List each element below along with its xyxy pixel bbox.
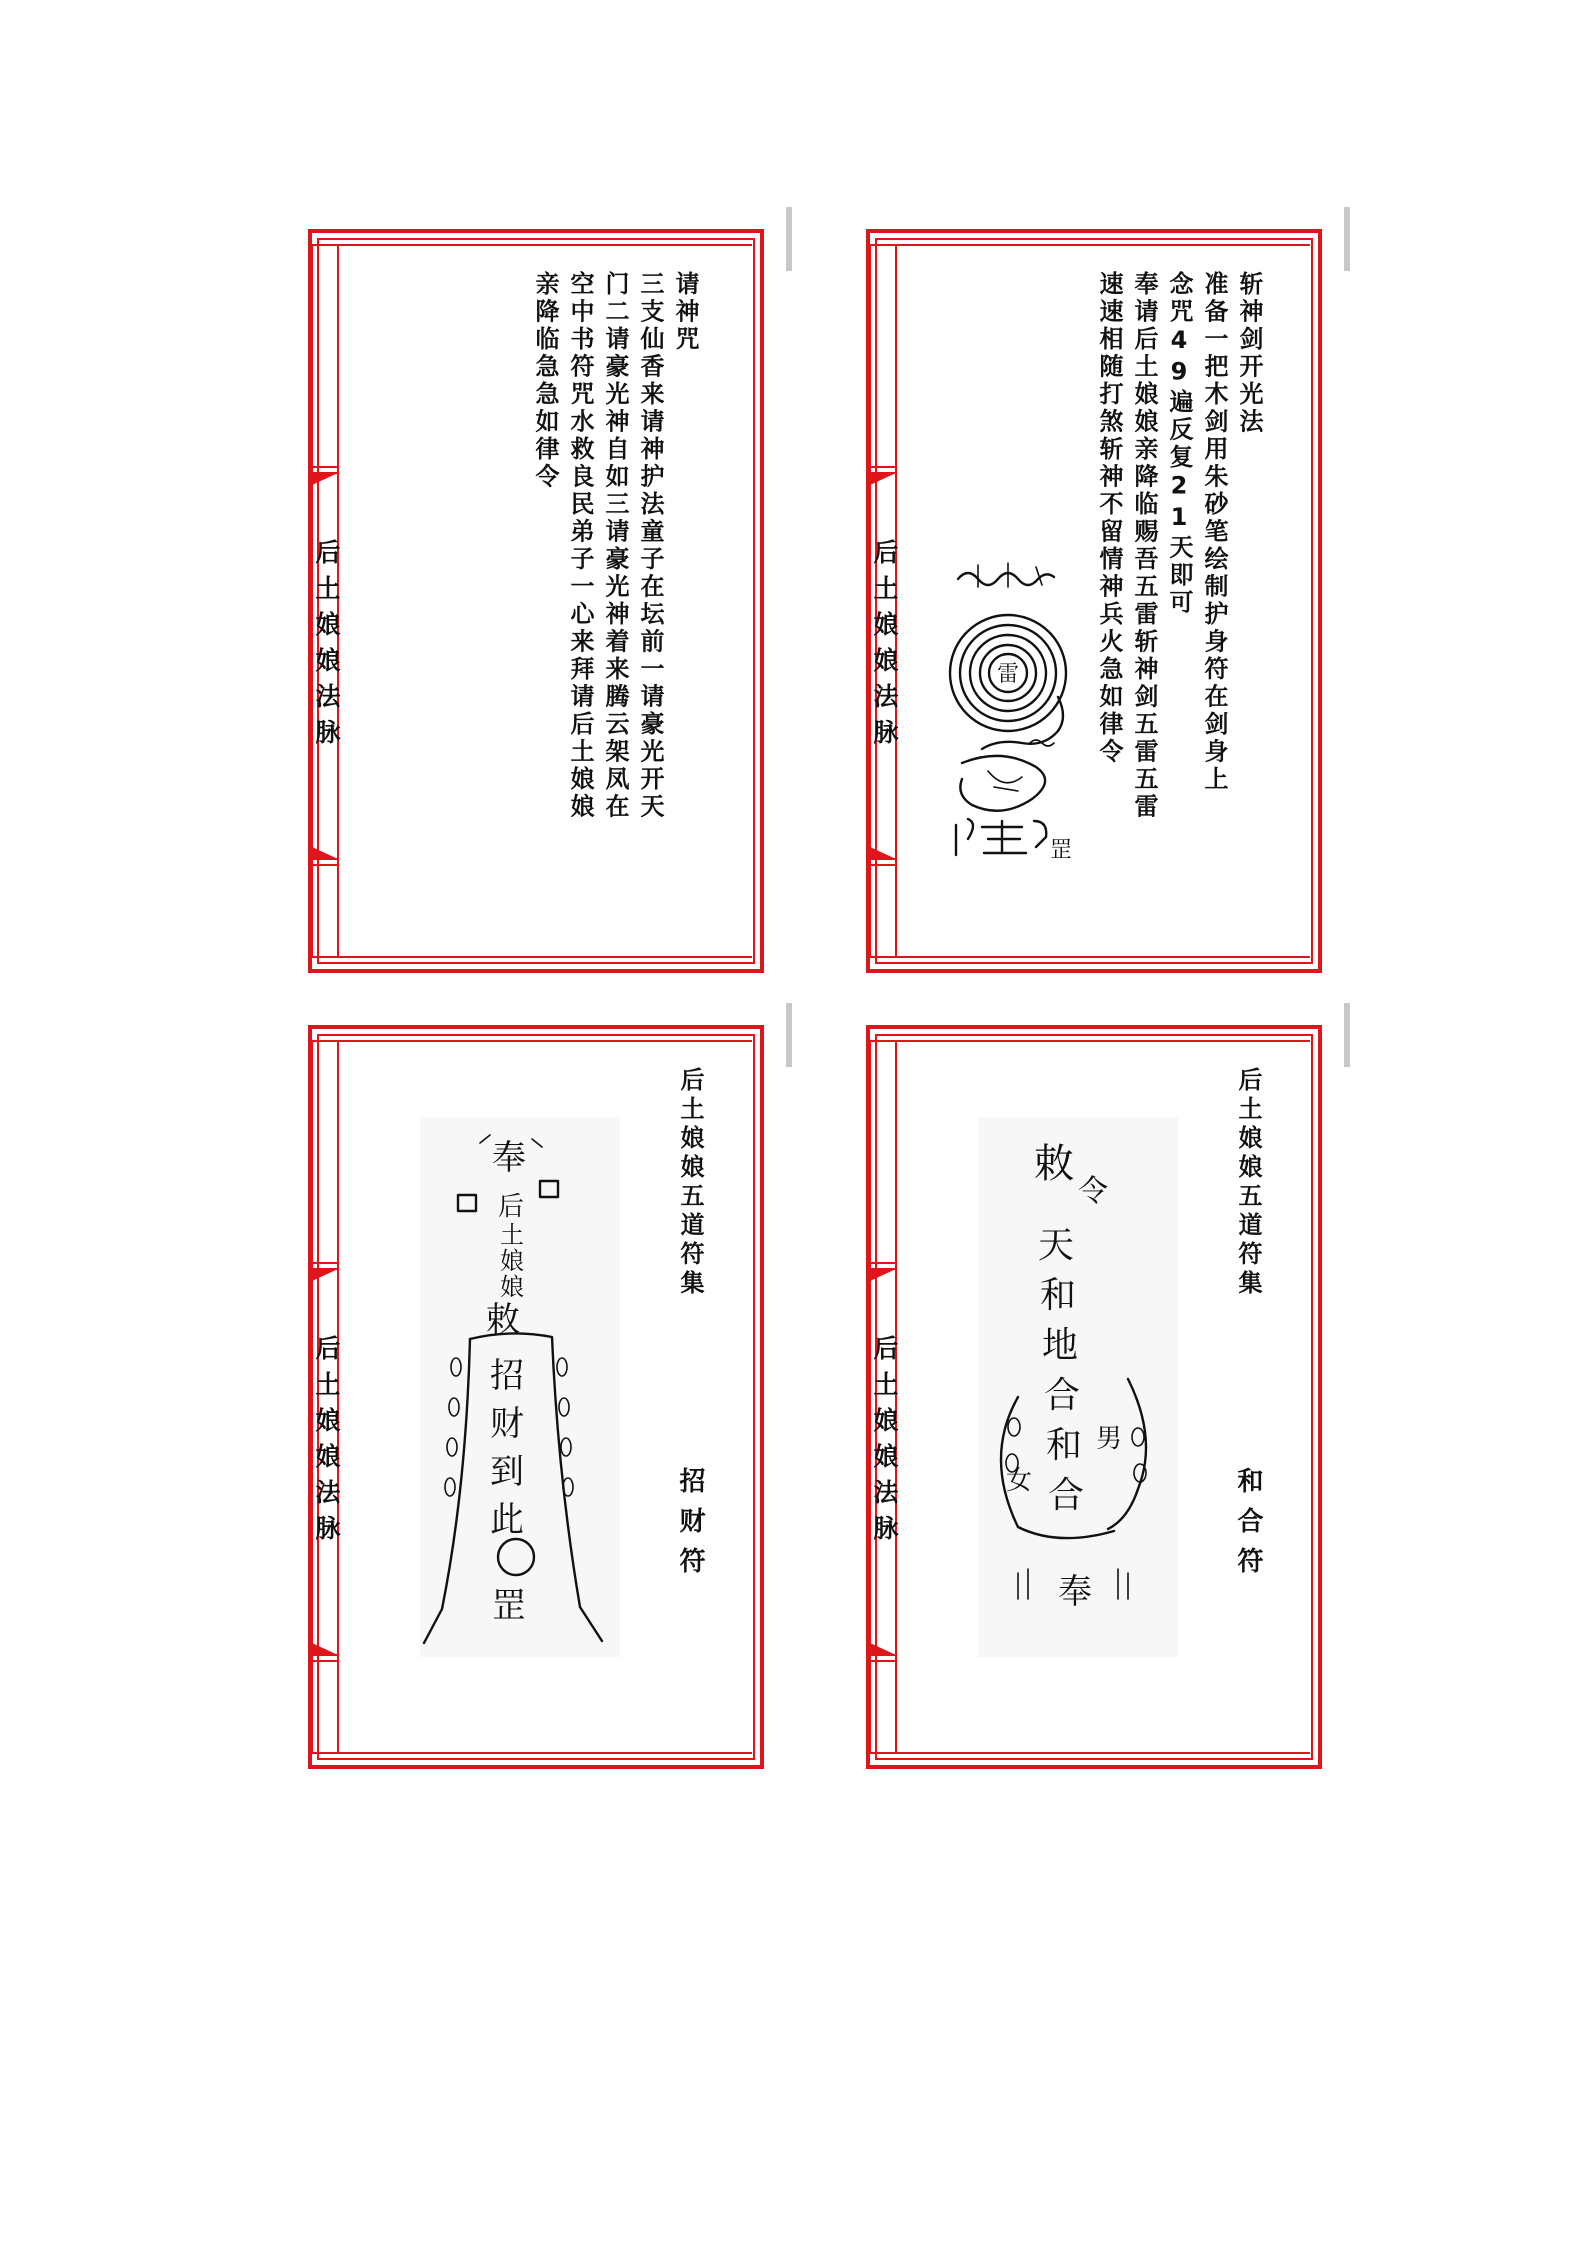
page-tab-marker: [786, 1003, 792, 1067]
talisman-name: 招财符: [675, 1467, 705, 1587]
talisman-char-gang: 罡: [1050, 838, 1073, 863]
talisman-char-he-3: 和: [1046, 1425, 1083, 1466]
talisman-char-he-2: 合: [1044, 1375, 1081, 1416]
wealth-talisman-image: [420, 1117, 620, 1657]
talisman-char-dao: 到: [490, 1452, 524, 1492]
talisman-char-nan: 男: [1096, 1424, 1123, 1454]
book-page-zhaocaifu: [308, 1025, 764, 1769]
talisman-char-cai: 财: [490, 1404, 524, 1444]
talisman-char-zhao: 招: [490, 1356, 524, 1396]
thunder-talisman-image: [938, 557, 1078, 897]
book-page-qingshenzhou: [308, 229, 764, 973]
talisman-char-lei: 雷: [996, 662, 1020, 687]
talisman-char-he-4: 合: [1048, 1475, 1085, 1516]
consecration-text: 斩神剑开光法 准备一把木剑用朱砂笔绘制护身符在剑身上 念咒49遍反复21天即可 奉请后土娘娘亲降临赐吾五雷斩神剑五雷五雷 速速相随打煞斩神不留情神兵火急如律令: [1095, 271, 1263, 821]
talisman-char-gang: 罡: [492, 1586, 526, 1626]
talisman-char-chi: 敕: [486, 1300, 520, 1340]
talisman-char-he-1: 和: [1040, 1275, 1077, 1316]
talisman-char-feng: 奉: [492, 1138, 526, 1178]
talisman-char-nv: 女: [1006, 1466, 1033, 1496]
talisman-char-ci: 此: [490, 1500, 524, 1540]
page-tab-marker: [786, 207, 792, 271]
talisman-name: 和合符: [1233, 1467, 1263, 1587]
harmony-talisman-image: [978, 1117, 1178, 1657]
spine-title: 后土娘娘法脉: [870, 1335, 899, 1551]
incantation-text: 请神咒 三支仙香来请神护法童子在坛前一请豪光开天 门二请豪光神自如三请豪光神着来腾云架凤在 空中书符咒水救良民弟子一心来拜请后土娘娘 亲降临急急如律令: [531, 271, 699, 821]
talisman-char-hou: 后: [498, 1192, 525, 1222]
spine-title: 后土娘娘法脉: [312, 539, 341, 755]
talisman-char-di: 地: [1042, 1325, 1079, 1366]
talisman-char-tu: 土: [500, 1221, 524, 1249]
page-tab-marker: [1344, 1003, 1350, 1067]
spine-title: 后土娘娘法脉: [312, 1335, 341, 1551]
talisman-char-chi: 敕: [1034, 1141, 1074, 1187]
talisman-char-niang-1: 娘: [500, 1247, 524, 1275]
collection-title: 后土娘娘五道符集: [1234, 1067, 1262, 1299]
talisman-char-ling: 令: [1078, 1174, 1108, 1209]
book-page-hehefu: [866, 1025, 1322, 1769]
book-page-sword-consecration: [866, 229, 1322, 973]
talisman-char-niang-2: 娘: [500, 1273, 524, 1301]
collection-title: 后土娘娘五道符集: [676, 1067, 704, 1299]
page-tab-marker: [1344, 207, 1350, 271]
talisman-char-feng: 奉: [1058, 1572, 1092, 1612]
talisman-char-tian: 天: [1038, 1225, 1075, 1266]
spine-title: 后土娘娘法脉: [870, 539, 899, 755]
